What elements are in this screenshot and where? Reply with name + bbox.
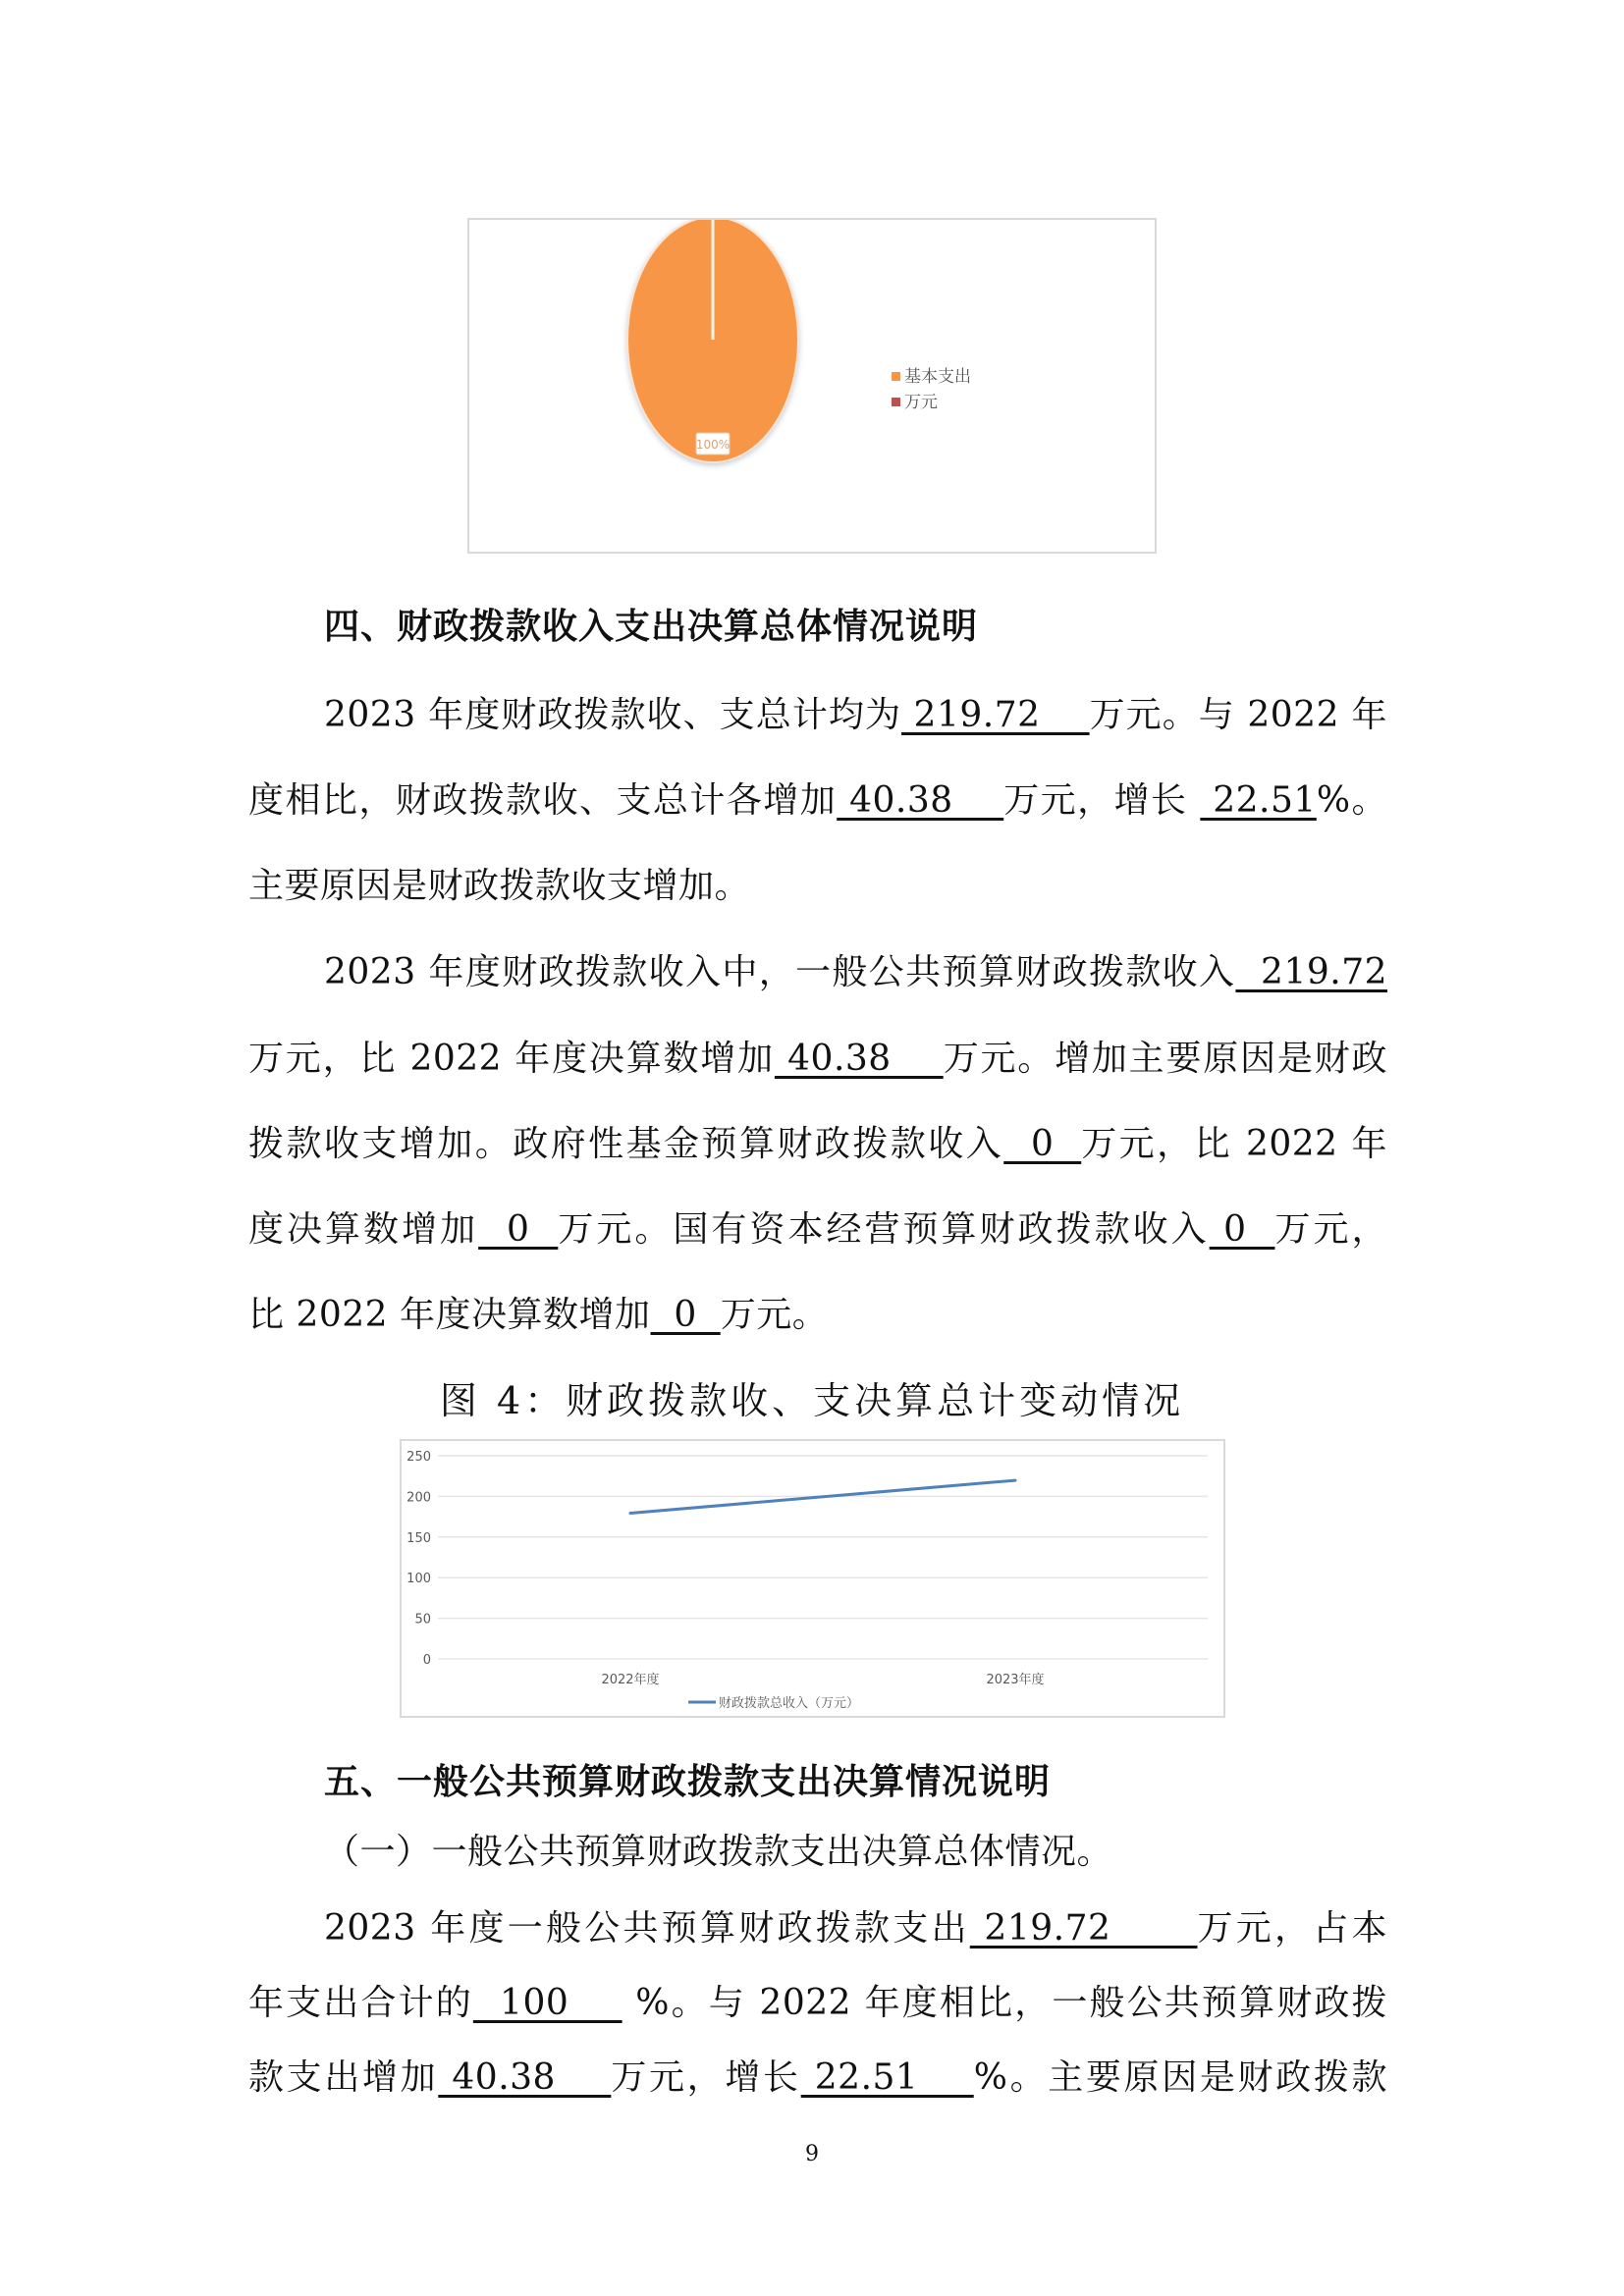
general-expense-amount: 219.72 (969, 1908, 1198, 1949)
general-budget-increase: 40.38 (774, 1039, 944, 1079)
y-tick-label: 100 (406, 1572, 431, 1587)
y-tick-label: 50 (414, 1612, 431, 1628)
state-capital-increase: 0 (650, 1295, 721, 1335)
pie-legend-swatch-0 (892, 372, 900, 381)
pie-data-label-text: 100% (695, 438, 731, 452)
increase-percent: 22.51 (1200, 780, 1317, 821)
s5-p1-line3: 款支出增加 40.38 万元，增长 22.51 %。主要原因是财政拨款 (248, 2057, 1387, 2098)
y-tick-label: 200 (406, 1490, 431, 1506)
series-point (630, 1513, 631, 1514)
section5-subheading: （一）一般公共预算财政拨款支出决算总体情况。 (324, 1832, 1113, 1872)
s4-p2-line2: 万元，比 2022 年度决算数增加 40.38 万元。增加主要原因是财政 (248, 1039, 1387, 1079)
gov-fund-increase: 0 (478, 1209, 559, 1250)
s5-p1-line2: 年支出合计的 100 %。与 2022 年度相比，一般公共预算财政拨 (248, 1983, 1388, 2023)
state-capital-income: 0 (1209, 1209, 1275, 1250)
general-expense-share: 100 (472, 1983, 623, 2023)
pie-legend-label-1: 万元 (904, 393, 938, 412)
pie-chart-frame (467, 218, 1157, 554)
series-point (1015, 1480, 1016, 1481)
s4-p2-line4: 度决算数增加 0 万元。国有资本经营预算财政拨款收入 0 万元， (248, 1209, 1387, 1250)
general-expense-growth: 22.51 (800, 2057, 974, 2098)
section5-heading: 五、一般公共预算财政拨款支出决算情况说明 (324, 1762, 1052, 1802)
pie-legend-swatch-1 (892, 398, 900, 406)
s4-p2-line3: 拨款收支增加。政府性基金预算财政拨款收入 0 万元，比 2022 年 (248, 1124, 1387, 1164)
x-tick-label: 2023年度 (986, 1673, 1045, 1687)
general-expense-increase: 40.38 (438, 2057, 612, 2098)
increase-amount: 40.38 (837, 780, 1004, 821)
s4-p1-line3: 主要原因是财政拨款收支增加。 (248, 866, 751, 906)
gov-fund-income: 0 (1003, 1124, 1082, 1164)
section4-heading: 四、财政拨款收入支出决算总体情况说明 (324, 607, 979, 647)
s4-p2-line5: 比 2022 年度决算数增加 0 万元。 (248, 1295, 829, 1335)
s4-p2-line1: 2023 年度财政拨款收入中，一般公共预算财政拨款收入 219.72 (324, 952, 1387, 992)
y-tick-label: 250 (406, 1450, 431, 1465)
general-budget-income: 219.72 (1235, 952, 1387, 992)
line-chart (402, 1441, 1223, 1716)
s5-p1-line1: 2023 年度一般公共预算财政拨款支出 219.72 万元，占本 (324, 1908, 1387, 1949)
figure4-caption: 图 4：财政拨款收、支决算总计变动情况 (439, 1379, 1185, 1422)
pie-legend-label-0: 基本支出 (904, 367, 971, 387)
y-tick-label: 150 (406, 1530, 431, 1546)
y-tick-label: 0 (422, 1653, 431, 1668)
legend-label-0: 财政拨款总收入（万元） (719, 1696, 860, 1711)
s4-p1-line1: 2023 年度财政拨款收、支总计均为 219.72 万元。与 2022 年 (324, 695, 1387, 735)
pie-chart (469, 220, 1155, 552)
pie-data-label (696, 433, 730, 454)
s4-p1-line2: 度相比，财政拨款收、支总计各增加 40.38 万元，增长 22.51%。 (248, 780, 1387, 821)
x-tick-label: 2022年度 (601, 1673, 660, 1687)
page-number: 9 (805, 2142, 819, 2166)
line-chart-frame (400, 1439, 1225, 1718)
total-amount-2023: 219.72 (901, 695, 1090, 735)
